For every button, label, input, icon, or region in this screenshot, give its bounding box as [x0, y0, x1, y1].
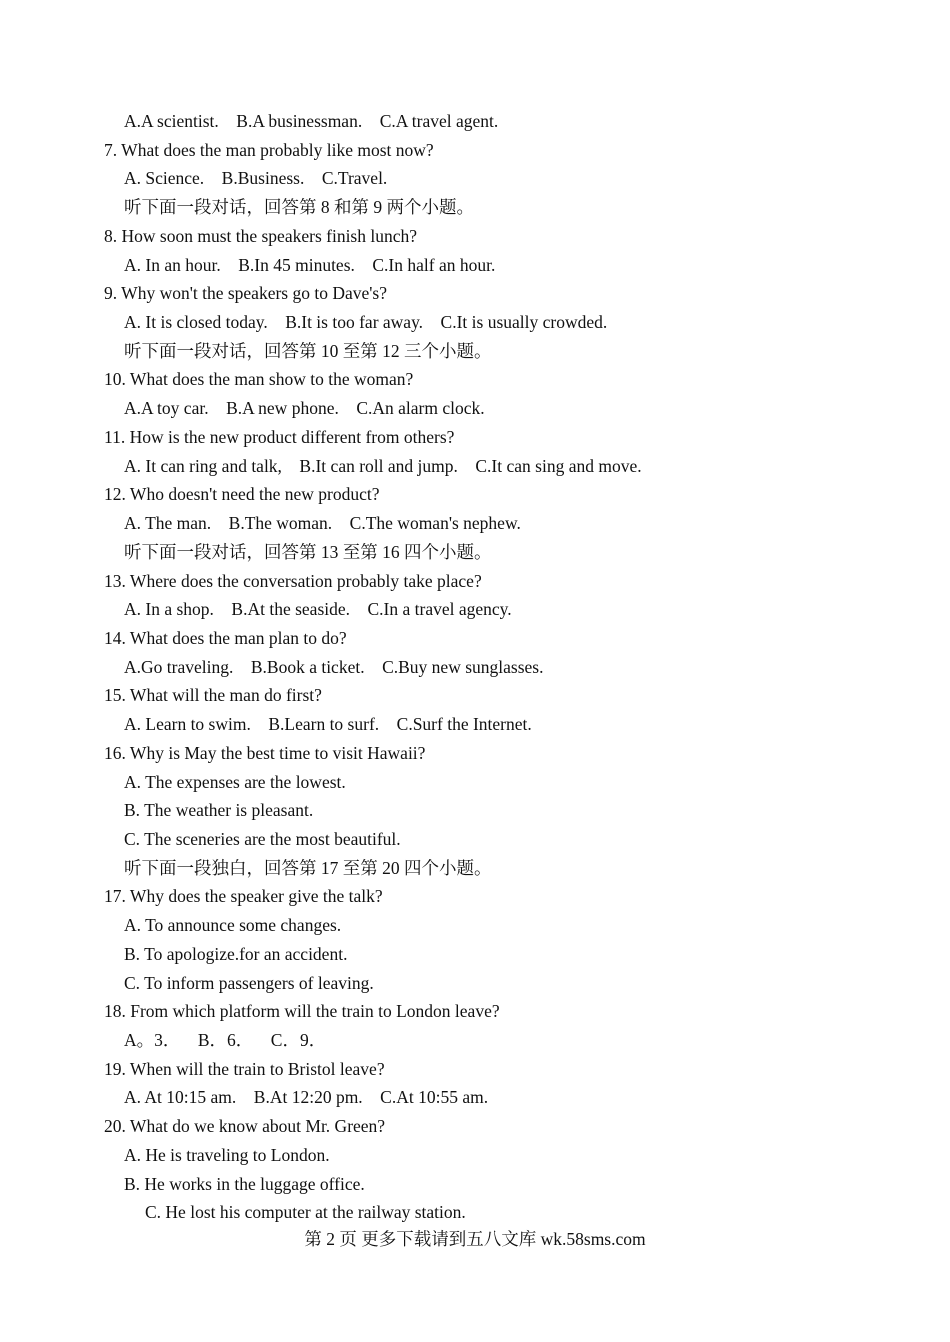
answer-options: A.A toy car. B.A new phone. C.An alarm clock. [124, 398, 485, 419]
question-text: 16. Why is May the best time to visit Hawaii? [104, 742, 426, 763]
question-text: 18. From which platform will the train to London leave? [104, 1001, 500, 1022]
answer-options: A. Science. B.Business. C.Travel. [124, 168, 388, 189]
section-instruction: 听下面一段独白，回答第 17 至第 20 四个小题。 [124, 857, 492, 878]
answer-options: A。3． B．6． C．9． [124, 1030, 327, 1051]
answer-options: B. To apologize.for an accident. [124, 943, 348, 964]
answer-options: A.A scientist. B.A businessman. C.A travel agent. [124, 111, 499, 131]
answer-options: A. The expenses are the lowest. [124, 771, 346, 792]
answer-options: A. The man. B.The woman. C.The woman's nephew. [124, 513, 521, 534]
answer-options: A.Go traveling. B.Book a ticket. C.Buy new sunglasses. [124, 656, 544, 677]
answer-options: B. The weather is pleasant. [124, 800, 314, 821]
answer-options: B. He works in the luggage office. [124, 1173, 365, 1194]
answer-options: A. Learn to swim. B.Learn to surf. C.Surf the Internet. [124, 714, 532, 735]
answer-options: C. He lost his computer at the railway station. [145, 1202, 466, 1223]
question-text: 19. When will the train to Bristol leave? [104, 1058, 385, 1079]
section-instruction: 听下面一段对话，回答第 13 至第 16 四个小题。 [124, 541, 492, 562]
answer-options: A. He is traveling to London. [124, 1144, 330, 1165]
question-text: 13. Where does the conversation probably take place? [104, 570, 482, 591]
page-footer: 第 2 页 更多下载请到五八文库 wk.58sms.com [304, 1229, 646, 1249]
section-instruction: 听下面一段对话，回答第 10 至第 12 三个小题。 [124, 340, 492, 361]
answer-options: C. The sceneries are the most beautiful. [124, 829, 401, 849]
question-text: 15. What will the man do first? [104, 685, 322, 706]
answer-options: A. To announce some changes. [124, 915, 342, 936]
question-text: 9. Why won't the speakers go to Dave's? [104, 283, 387, 304]
section-instruction: 听下面一段对话，回答第 8 和第 9 两个小题。 [124, 197, 474, 218]
answer-options: A. In a shop. B.At the seaside. C.In a travel agency. [124, 599, 512, 620]
question-text: 20. What do we know about Mr. Green? [104, 1116, 386, 1137]
question-text: 11. How is the new product different from others? [104, 426, 455, 447]
answer-options: A. At 10:15 am. B.At 12:20 pm. C.At 10:55 am. [124, 1087, 489, 1108]
answer-options: A. It can ring and talk, B.It can roll and jump. C.It can sing and move. [124, 455, 642, 476]
answer-options: A. In an hour. B.In 45 minutes. C.In half an hour. [124, 254, 496, 275]
question-text: 12. Who doesn't need the new product? [104, 484, 380, 505]
question-text: 14. What does the man plan to do? [104, 627, 347, 648]
question-text: 17. Why does the speaker give the talk? [104, 886, 383, 907]
question-text: 10. What does the man show to the woman? [104, 369, 414, 390]
answer-options: C. To inform passengers of leaving. [124, 972, 374, 993]
question-text: 8. How soon must the speakers finish lunch? [104, 225, 418, 246]
answer-options: A. It is closed today. B.It is too far away. C.It is usually crowded. [124, 312, 608, 333]
question-text: 7. What does the man probably like most now? [104, 139, 434, 160]
